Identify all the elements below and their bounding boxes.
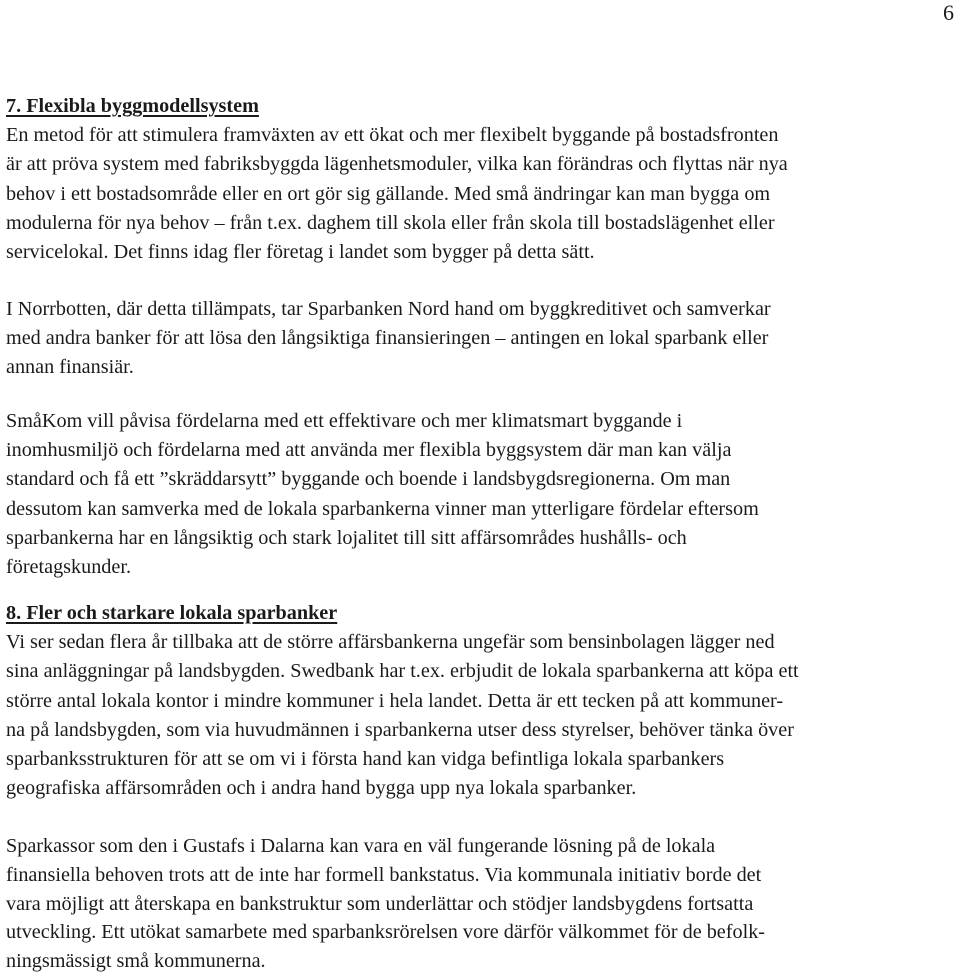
section-heading: 8. Fler och starkare lokala sparbanker bbox=[6, 602, 338, 624]
paragraph-line: sparbanksstrukturen för att se om vi i första hand kan vidga befintliga lokala sparbankers bbox=[6, 748, 725, 771]
paragraph-norrbotten bbox=[6, 295, 958, 382]
paragraph-line: modulerna för nya behov – från t.ex. daghem till skola eller från skola till bostadslägenhet eller bbox=[6, 211, 775, 234]
paragraph-line: dessutom kan samverka med de lokala sparbankerna vinner man ytterligare fördelar eftersom bbox=[6, 497, 759, 520]
paragraph-line: ningsmässigt små kommunerna. bbox=[6, 950, 266, 973]
section-heading: 7. Flexibla byggmodellsystem bbox=[6, 95, 259, 117]
paragraph-line: vara möjligt att återskapa en bankstruktur som underlättar och stödjer landsbygdens fortsatta bbox=[6, 892, 754, 915]
paragraph-line: sparbankerna har en långsiktig och stark lojalitet till sitt affärsområdes hushålls- och bbox=[6, 526, 687, 549]
paragraph-line: företagskunder. bbox=[6, 556, 132, 579]
paragraph-line: finansiella behoven trots att de inte har formell bankstatus. Via kommunala initiativ borde det bbox=[6, 863, 762, 886]
paragraph-line: na på landsbygden, som via huvudmännen i sparbankerna utser dess styrelser, behöver tänka över bbox=[6, 718, 794, 741]
paragraph-line: inomhusmiljö och fördelarna med att använda mer flexibla byggsystem där man kan välja bbox=[6, 439, 732, 462]
paragraph-line: standard och få ett ”skräddarsytt” byggande och boende i landsbygdsregionerna. Om man bbox=[6, 468, 731, 491]
page-number: 6 bbox=[943, 0, 954, 25]
paragraph-line: geografiska affärsområden och i andra hand bygga upp nya lokala sparbanker. bbox=[6, 777, 637, 800]
paragraph-line: sina anläggningar på landsbygden. Swedbank har t.ex. erbjudit de lokala sparbankerna att köpa ett bbox=[6, 660, 799, 683]
paragraph-line: med andra banker för att lösa den långsiktiga finansieringen – antingen en lokal sparbank eller bbox=[6, 327, 769, 349]
paragraph-line: Vi ser sedan flera år tillbaka att de större affärsbankerna ungefär som bensinbolagen lägger ned bbox=[6, 631, 775, 654]
paragraph-line: utveckling. Ett utökat samarbete med sparbanksrörelsen vore därför välkommet för de befolk- bbox=[6, 921, 766, 944]
paragraph-smakom bbox=[6, 407, 958, 582]
paragraph-line: större antal lokala kontor i mindre kommuner i hela landet. Detta är ett tecken på att kommuner- bbox=[6, 689, 784, 712]
section-7 bbox=[6, 92, 958, 267]
paragraph-line: servicelokal. Det finns idag fler företag i landet som bygger på detta sätt. bbox=[6, 241, 595, 264]
paragraph-line: En metod för att stimulera framväxten av ett ökat och mer flexibelt byggande på bostadsfronten bbox=[6, 124, 779, 147]
paragraph-line: annan finansiär. bbox=[6, 356, 134, 378]
paragraph-sparkassor bbox=[6, 832, 958, 976]
paragraph-line: behov i ett bostadsområde eller en ort gör sig gällande. Med små ändringar kan man bygga om bbox=[6, 182, 771, 205]
paragraph-line: SmåKom vill påvisa fördelarna med ett effektivare och mer klimatsmart byggande i bbox=[6, 410, 683, 432]
paragraph-line: I Norrbotten, där detta tillämpats, tar Sparbanken Nord hand om byggkreditivet och samverkar bbox=[6, 298, 771, 320]
section-8 bbox=[6, 599, 958, 803]
paragraph-line: Sparkassor som den i Gustafs i Dalarna kan vara en väl fungerande lösning på de lokala bbox=[6, 835, 716, 857]
paragraph-line: är att pröva system med fabriksbyggda lägenhetsmoduler, vilka kan förändras och flyttas när nya bbox=[6, 153, 788, 176]
